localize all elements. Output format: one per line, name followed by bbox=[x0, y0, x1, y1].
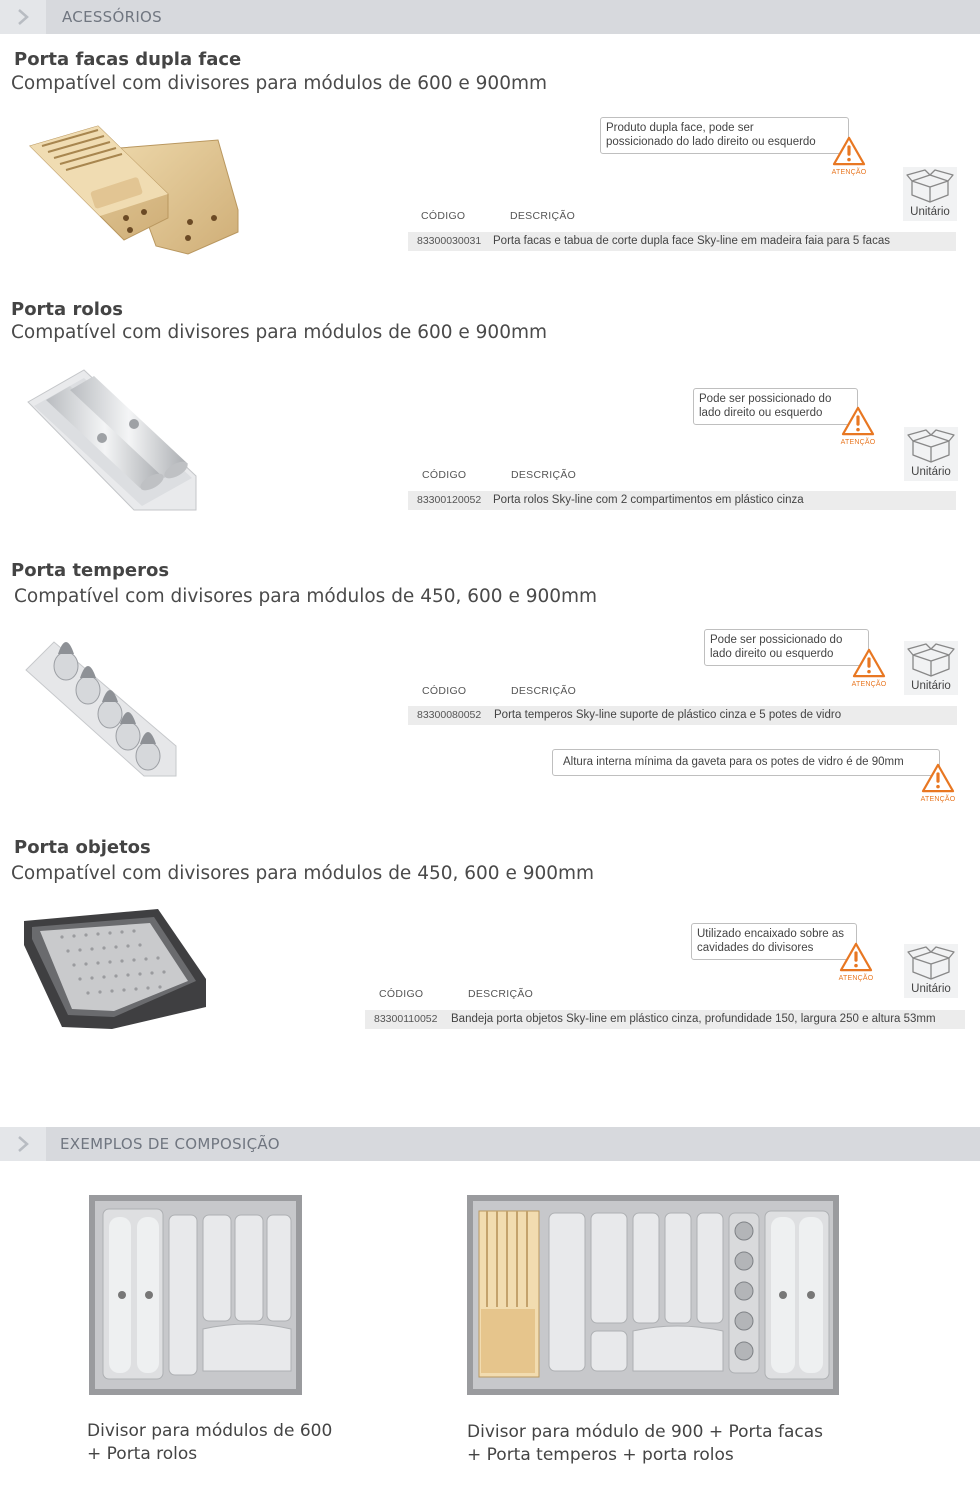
product-note bbox=[693, 388, 858, 425]
unit-label: Unitário bbox=[911, 680, 951, 692]
product-code: 83300080052 bbox=[417, 709, 482, 721]
note-line: Pode ser possicionado do bbox=[699, 393, 832, 405]
code-column-header: CÓDIGO bbox=[422, 469, 467, 481]
note-line: lado direito ou esquerdo bbox=[699, 407, 823, 419]
example-caption bbox=[87, 1420, 332, 1466]
unit-label: Unitário bbox=[910, 206, 950, 218]
table-row bbox=[408, 232, 956, 251]
description-column-header: DESCRIÇÃO bbox=[511, 685, 577, 697]
unit-badge bbox=[904, 427, 958, 481]
warning-label: ATENÇÃO bbox=[840, 439, 876, 446]
box-icon bbox=[906, 169, 954, 205]
box-icon bbox=[907, 429, 955, 465]
chevron-right-icon bbox=[0, 0, 46, 34]
product-description: Bandeja porta objetos Sky-line em plástico cinza, profundidade 150, largura 250 e altura 53mm bbox=[451, 1013, 936, 1025]
knife-holder-image bbox=[28, 118, 240, 258]
accessories-header-label: ACESSÓRIOS bbox=[62, 8, 162, 26]
warning-badge bbox=[836, 406, 880, 446]
examples-header-label: EXEMPLOS DE COMPOSIÇÃO bbox=[60, 1135, 280, 1153]
note-line: cavidades do divisores bbox=[697, 942, 814, 954]
product-title: Porta facas dupla face bbox=[14, 49, 242, 70]
description-column-header: DESCRIÇÃO bbox=[511, 469, 577, 481]
table-row bbox=[408, 491, 956, 510]
caption-line: Divisor para módulo de 900 + Porta facas bbox=[467, 1422, 824, 1442]
note-line: Pode ser possicionado do bbox=[710, 634, 843, 646]
example-600-image bbox=[89, 1195, 302, 1395]
warning-badge bbox=[847, 648, 891, 688]
unit-label: Unitário bbox=[911, 466, 951, 478]
warning-label: ATENÇÃO bbox=[920, 796, 956, 803]
box-icon bbox=[907, 946, 955, 982]
product-description: Porta rolos Sky-line com 2 compartimentos em plástico cinza bbox=[493, 494, 804, 506]
box-icon bbox=[907, 643, 955, 679]
description-column-header: DESCRIÇÃO bbox=[510, 210, 576, 222]
product-description: Porta facas e tabua de corte dupla face Sky-line em madeira faia para 5 facas bbox=[493, 235, 890, 247]
product-description: Porta temperos Sky-line suporte de plástico cinza e 5 potes de vidro bbox=[494, 709, 842, 721]
example-caption bbox=[467, 1421, 823, 1467]
product-code: 83300120052 bbox=[417, 494, 482, 506]
table-row bbox=[365, 1010, 965, 1029]
warning-label: ATENÇÃO bbox=[851, 681, 887, 688]
accessories-header bbox=[0, 0, 980, 34]
roll-holder-image bbox=[24, 366, 198, 512]
product-title: Porta objetos bbox=[14, 837, 151, 858]
code-column-header: CÓDIGO bbox=[421, 210, 466, 222]
warning-icon bbox=[840, 406, 876, 436]
caption-line: + Porta temperos + porta rolos bbox=[467, 1445, 734, 1465]
unit-badge bbox=[904, 641, 958, 695]
object-tray-image bbox=[22, 905, 208, 1029]
warning-label: ATENÇÃO bbox=[838, 975, 874, 982]
product-subtitle: Compatível com divisores para módulos de 600 e 900mm bbox=[11, 73, 548, 94]
product-note bbox=[704, 629, 869, 666]
unit-label: Unitário bbox=[911, 983, 951, 995]
warning-label: ATENÇÃO bbox=[831, 169, 867, 176]
warning-icon bbox=[920, 763, 956, 793]
product-code: 83300030031 bbox=[417, 235, 482, 247]
caption-line: Divisor para módulos de 600 bbox=[87, 1421, 333, 1441]
spice-holder-image bbox=[24, 628, 178, 778]
caption-line: + Porta rolos bbox=[87, 1444, 198, 1464]
chevron-right-icon bbox=[0, 1127, 46, 1161]
warning-icon bbox=[831, 136, 867, 166]
warning-badge bbox=[827, 136, 871, 176]
code-column-header: CÓDIGO bbox=[379, 988, 424, 1000]
note-line: possicionado do lado direito ou esquerdo bbox=[606, 136, 816, 148]
note-line: Produto dupla face, pode ser bbox=[606, 122, 754, 134]
unit-badge bbox=[903, 167, 957, 221]
product-title: Porta rolos bbox=[11, 299, 123, 320]
product-title: Porta temperos bbox=[11, 560, 170, 581]
example-900-image bbox=[467, 1195, 839, 1395]
product-subtitle: Compatível com divisores para módulos de 600 e 900mm bbox=[11, 322, 548, 343]
warning-icon bbox=[838, 942, 874, 972]
product-note bbox=[600, 117, 849, 154]
note-line: Altura interna mínima da gaveta para os potes de vidro é de 90mm bbox=[563, 756, 904, 768]
product-subtitle: Compatível com divisores para módulos de 450, 600 e 900mm bbox=[14, 586, 598, 607]
warning-badge bbox=[834, 942, 878, 982]
product-subtitle: Compatível com divisores para módulos de 450, 600 e 900mm bbox=[11, 863, 595, 884]
code-column-header: CÓDIGO bbox=[422, 685, 467, 697]
description-column-header: DESCRIÇÃO bbox=[468, 988, 534, 1000]
warning-badge bbox=[916, 763, 960, 803]
extra-note bbox=[552, 749, 940, 776]
unit-badge bbox=[904, 944, 958, 998]
warning-icon bbox=[851, 648, 887, 678]
note-line: lado direito ou esquerdo bbox=[710, 648, 834, 660]
product-note bbox=[691, 923, 857, 960]
note-line: Utilizado encaixado sobre as bbox=[697, 928, 845, 940]
examples-header bbox=[0, 1127, 980, 1161]
table-row bbox=[408, 706, 957, 725]
product-code: 83300110052 bbox=[374, 1013, 438, 1025]
